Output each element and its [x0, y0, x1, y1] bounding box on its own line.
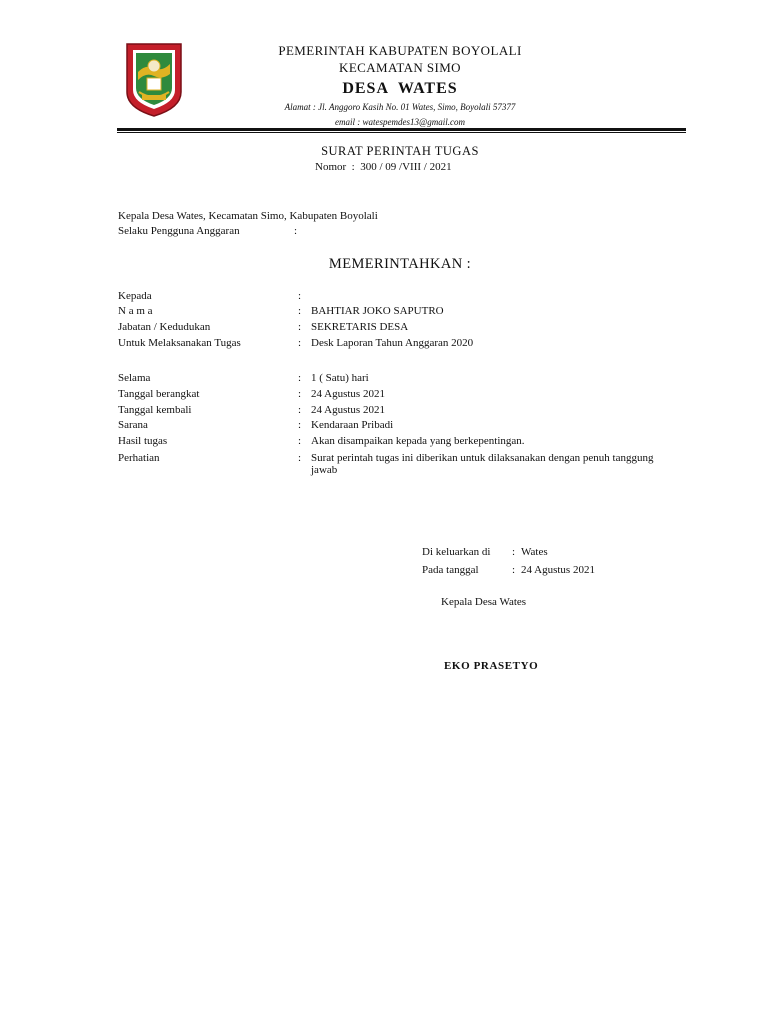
field-value: 24 Agustus 2021	[311, 404, 385, 416]
issued-place-label: Di keluarkan di	[422, 546, 491, 558]
letter-title: SURAT PERINTAH TUGAS	[321, 144, 479, 158]
kop-village: DESA WATES	[342, 80, 458, 97]
kop-district: KECAMATAN SIMO	[339, 60, 461, 75]
signatory-position: Kepala Desa Wates	[441, 596, 527, 608]
field-label: Sarana	[118, 419, 148, 431]
field-label: N a m a	[118, 305, 153, 317]
field-colon: :	[298, 305, 302, 317]
kop-regency: PEMERINTAH KABUPATEN BOYOLALI	[278, 43, 522, 58]
field-value: BAHTIAR JOKO SAPUTRO	[311, 305, 444, 317]
field-value: SEKRETARIS DESA	[311, 321, 409, 333]
intro-role	[118, 225, 298, 237]
field-label: Kepada	[118, 290, 152, 302]
field-label: Hasil tugas	[118, 435, 168, 447]
field-label: Selama	[118, 372, 151, 384]
field-label: Tanggal berangkat	[118, 388, 200, 400]
field-value: Kendaraan Pribadi	[311, 419, 394, 431]
field-value: 24 Agustus 2021	[311, 388, 385, 400]
signatory-name: EKO PRASETYO	[444, 660, 539, 672]
field-label: Jabatan / Kedudukan	[118, 321, 211, 333]
kop-address: Alamat : Jl. Anggoro Kasih No. 01 Wates, Simo, Boyolali 57377	[284, 102, 516, 112]
command-heading: MEMERINTAHKAN :	[328, 256, 472, 272]
field-value: Akan disampaikan kepada yang berkepentingan.	[311, 435, 525, 447]
field-label: Tanggal kembali	[118, 404, 192, 416]
field-value: 1 ( Satu) hari	[311, 372, 369, 384]
issued-place-colon: :	[512, 546, 516, 558]
field-label: Perhatian	[118, 452, 160, 464]
field-colon: :	[298, 404, 302, 416]
field-colon: :	[298, 321, 302, 333]
letter-number: Nomor : 300 / 09 /VIII / 2021	[315, 161, 452, 173]
letterhead-divider-thin	[117, 132, 686, 133]
field-colon: :	[298, 388, 302, 400]
field-value: Desk Laporan Tahun Anggaran 2020	[311, 337, 474, 349]
regency-emblem-logo	[125, 42, 183, 118]
issued-date-colon: :	[512, 564, 516, 576]
field-colon: :	[298, 452, 302, 464]
field-label: Untuk Melaksanakan Tugas	[118, 337, 241, 349]
letterhead-divider-thick	[117, 128, 686, 131]
field-colon: :	[298, 337, 302, 349]
intro-role-label: Selaku Pengguna Anggaran	[118, 225, 240, 237]
field-colon: :	[298, 419, 302, 431]
field-value: Surat perintah tugas ini diberikan untuk dilaksanakan dengan penuh tanggung jawab	[311, 452, 654, 476]
field-colon: :	[298, 372, 302, 384]
field-colon: :	[298, 435, 302, 447]
issued-place-value: Wates	[521, 546, 548, 558]
kop-email: email : watespemdes13@gmail.com	[334, 117, 465, 127]
issued-date-value: 24 Agustus 2021	[521, 564, 595, 576]
intro-role-colon: :	[294, 225, 298, 237]
issued-date-label: Pada tanggal	[422, 564, 479, 576]
field-colon: :	[298, 290, 302, 302]
intro-issuer: Kepala Desa Wates, Kecamatan Simo, Kabupaten Boyolali	[118, 210, 378, 222]
